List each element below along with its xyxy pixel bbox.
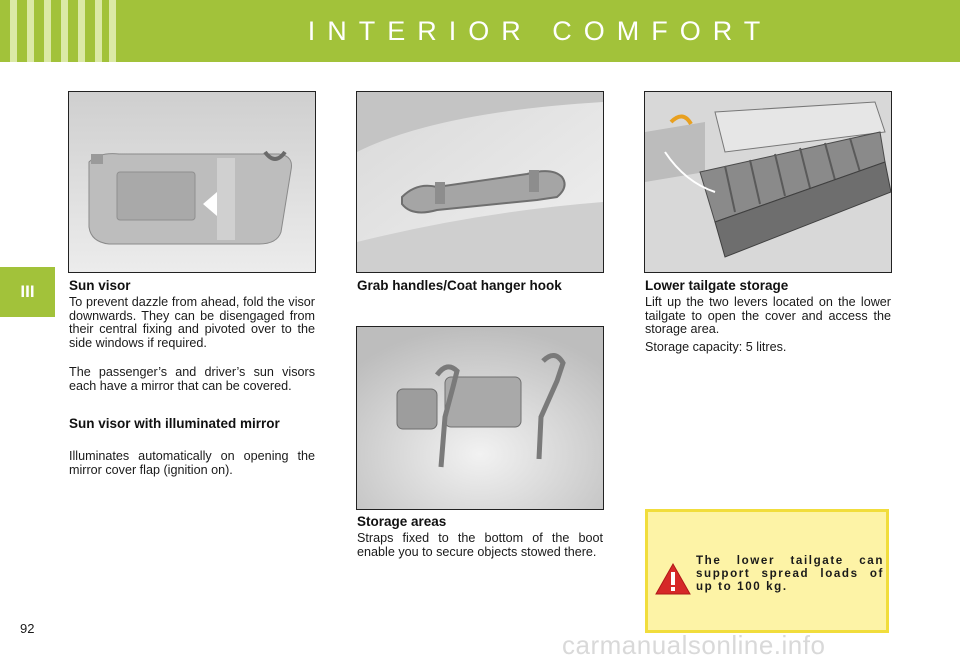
lower-tailgate-paragraph-2: Storage capacity: 5 litres. bbox=[645, 340, 787, 354]
storage-areas-heading: Storage areas bbox=[357, 514, 447, 529]
chapter-tab: III bbox=[0, 267, 55, 317]
storage-areas-paragraph: Straps fixed to the bottom of the boot enable you to secure objects stowed there. bbox=[357, 531, 603, 559]
page-number: 92 bbox=[20, 621, 35, 636]
warning-box bbox=[645, 509, 889, 633]
sun-visor-paragraph-1: To prevent dazzle from ahead, fold the visor downwards. They can be disengaged from their central fixing and pivoted over to the side windows if required. bbox=[69, 295, 315, 350]
grab-handles-heading: Grab handles/Coat hanger hook bbox=[357, 278, 562, 293]
page-title: INTERIOR COMFORT bbox=[307, 16, 773, 46]
lower-tailgate-storage-illustration bbox=[644, 91, 892, 273]
lower-tailgate-paragraph-1: Lift up the two levers located on the lower tailgate to open the cover and access the storage area. bbox=[645, 295, 891, 336]
grab-handle-illustration bbox=[356, 91, 604, 273]
sun-visor-illustration bbox=[68, 91, 316, 273]
sun-visor-mirror-heading: Sun visor with illuminated mirror bbox=[69, 416, 280, 431]
lower-tailgate-heading: Lower tailgate storage bbox=[645, 278, 789, 293]
page-header bbox=[0, 0, 960, 62]
storage-areas-illustration bbox=[356, 326, 604, 510]
sun-visor-heading: Sun visor bbox=[69, 278, 131, 293]
watermark: carmanualsonline.info bbox=[562, 630, 826, 660]
sun-visor-mirror-paragraph: Illuminates automatically on opening the mirror cover flap (ignition on). bbox=[69, 449, 315, 477]
warning-triangle-icon bbox=[654, 562, 692, 596]
sun-visor-paragraph-2: The passenger’s and driver’s sun visors each have a mirror that can be covered. bbox=[69, 365, 315, 393]
warning-text: The lower tailgate can support spread loads of up to 100 kg. bbox=[696, 554, 884, 593]
